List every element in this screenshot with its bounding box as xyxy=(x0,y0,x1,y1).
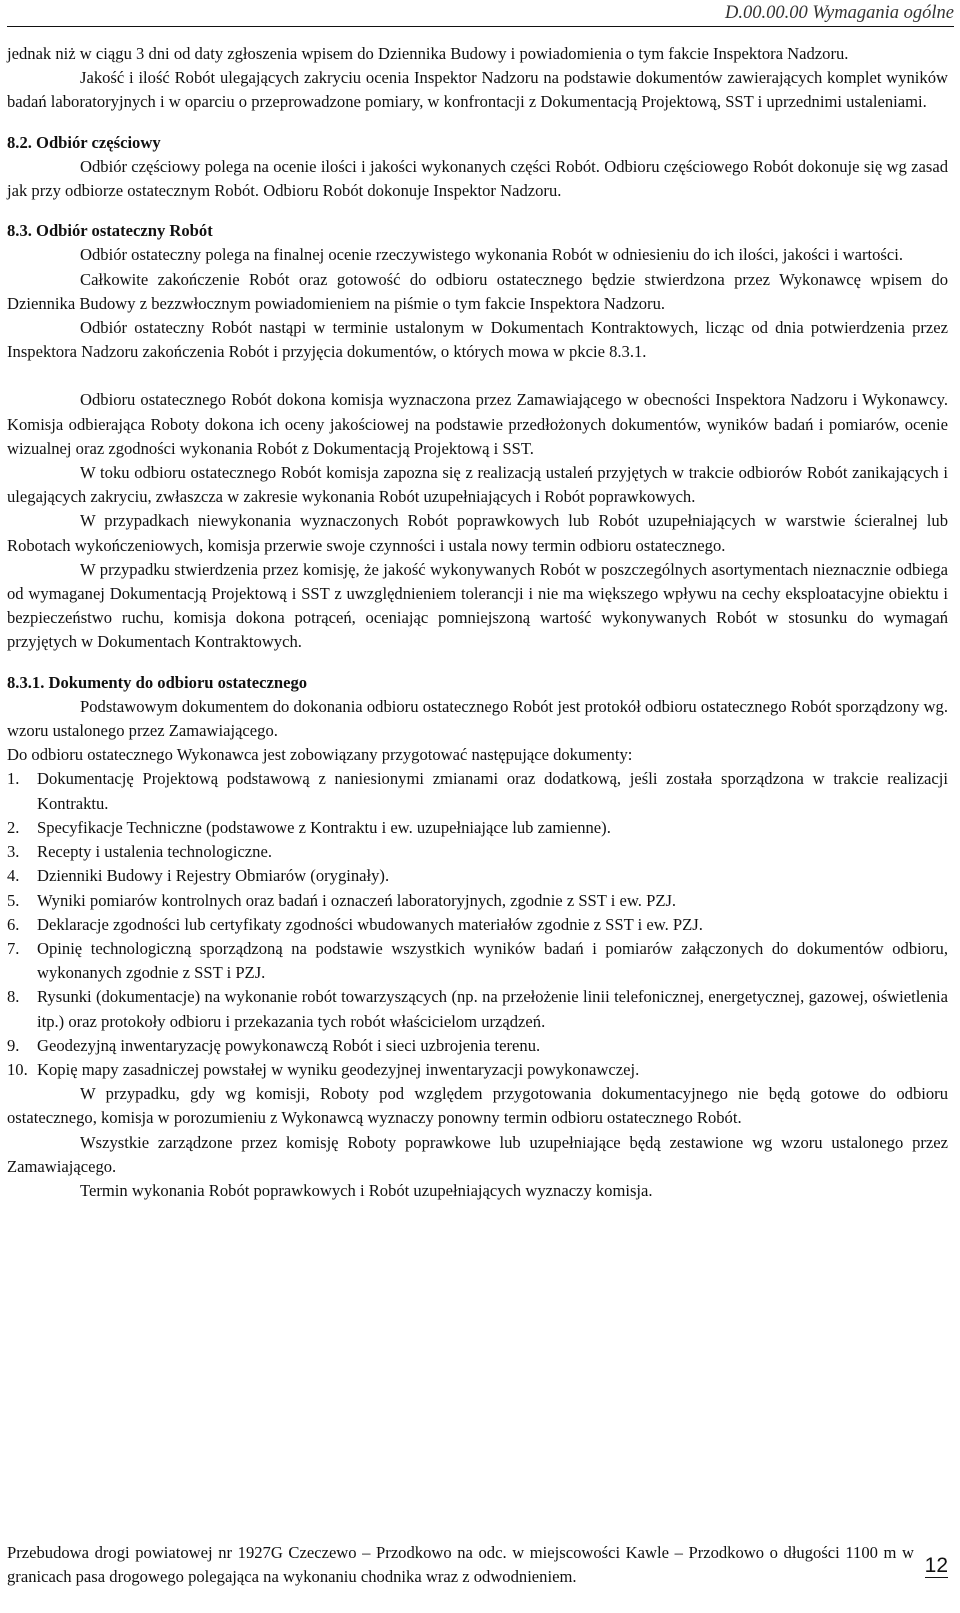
list-item-number: 1. xyxy=(7,769,20,789)
list-item xyxy=(7,816,948,840)
paragraph-8-3-5: W toku odbioru ostatecznego Robót komisja zapozna się z realizacją ustaleń przyjętych w trakcie odbiorów Robót zanikających i ulegających zakryciu, zwłaszcza w zakresie wykonania Robót uzupełniających i Robót poprawkowych. xyxy=(7,463,948,507)
paragraph-8-3-1-1: Podstawowym dokumentem do dokonania odbioru ostatecznego Robót jest protokół odbioru ostatecznego Robót sporządzony wg. wzoru ustalonego przez Zamawiającego. xyxy=(7,696,948,741)
paragraph-8-3-1-4: Wszystkie zarządzone przez komisję Roboty poprawkowe lub uzupełniające będą zestawione wg wzoru ustalonego przez Zamawiającego. xyxy=(7,1132,948,1176)
list-item-number: 9. xyxy=(7,1035,20,1055)
list-item-number: 10. xyxy=(7,1059,28,1079)
list-item-number: 4. xyxy=(7,866,20,886)
list-item xyxy=(7,767,948,815)
paragraph-8-3-3: Odbiór ostateczny Robót nastąpi w terminie ustalonym w Dokumentach Kontraktowych, licząc od dnia potwierdzenia przez Inspektora Nadzoru zakończenia Robót i przyjęcia dokumentów, o których mowa w pkcie 8.3.1. xyxy=(7,318,948,362)
list-item-number: 2. xyxy=(7,817,20,837)
list-item xyxy=(7,889,948,913)
list-item-number: 6. xyxy=(7,914,20,934)
list-item-number: 8. xyxy=(7,987,20,1007)
header-title: D.00.00.00 Wymagania ogólne xyxy=(724,3,954,23)
paragraph-8-3-1: Odbiór ostateczny polega na finalnej ocenie rzeczywistego wykonania Robót w odniesieniu do ich ilości, jakości i wartości. xyxy=(80,245,903,265)
list-item-text: Opinię technologiczną sporządzoną na podstawie wszystkich wyników badań i pomiarów załączonych do dokumentów odbioru, wykonanych zgodnie z SST i PZJ. xyxy=(37,938,948,983)
paragraph-8-3-2: Całkowite zakończenie Robót oraz gotowość do odbioru ostatecznego będzie stwierdzona przez Wykonawcę wpisem do Dziennika Budowy z bezzwłocznym powiadomieniem na piśmie o tym fakcie Inspektora Nadzoru. xyxy=(7,269,948,313)
list-item-number: 5. xyxy=(7,890,20,910)
paragraph-8-3-1-3: W przypadku, gdy wg komisji, Roboty pod względem przygotowania dokumentacyjnego nie będą gotowe do odbioru ostatecznego, komisja w porozumieniu z Wykonawcą wyznaczy ponowny termin odbioru ostatecznego Robót. xyxy=(7,1084,948,1128)
list-item xyxy=(7,937,948,985)
section-heading-8-3: 8.3. Odbiór ostateczny Robót xyxy=(7,221,213,241)
list-item xyxy=(7,913,948,937)
page-number: 12 xyxy=(924,1554,948,1577)
list-item-text: Dzienniki Budowy i Rejestry Obmiarów (oryginały). xyxy=(37,866,390,886)
list-item-text: Deklaracje zgodności lub certyfikaty zgodności wbudowanych materiałów zgodnie z SST i ew. PZJ. xyxy=(37,914,703,934)
paragraph-8-3-6: W przypadkach niewykonania wyznaczonych Robót poprawkowych lub Robót uzupełniających w warstwie ścieralnej lub Robotach wykończeniowych, komisja przerwie swoje czynności i ustala nowy termin odbioru ostatecznego. xyxy=(7,511,948,555)
list-item-text: Specyfikacje Techniczne (podstawowe z Kontraktu i ew. uzupełniające lub zamienne). xyxy=(37,817,611,837)
list-item-text: Recepty i ustalenia technologiczne. xyxy=(37,842,272,862)
document-body xyxy=(7,42,948,1203)
list-item-number: 3. xyxy=(7,842,20,862)
paragraph-8-3-1-2: Do odbioru ostatecznego Wykonawca jest zobowiązany przygotować następujące dokumenty: xyxy=(7,745,633,765)
paragraph-intro: jednak niż w ciągu 3 dni od daty zgłoszenia wpisem do Dziennika Budowy i powiadomienia o tym fakcie Inspektora Nadzoru. xyxy=(7,44,849,63)
page-header xyxy=(7,0,954,27)
list-item xyxy=(7,1058,948,1082)
footer-text: Przebudowa drogi powiatowej nr 1927G Czeczewo – Przodkowo na odc. w miejscowości Kawle – Przodkowo o długości 1100 m w granicach pasa drogowego polegająca na wykonaniu chodnika wraz z odwodnieniem. xyxy=(7,1543,914,1586)
list-item-text: Geodezyjną inwentaryzację powykonawczą Robót i sieci uzbrojenia terenu. xyxy=(37,1035,541,1055)
list-item xyxy=(7,985,948,1033)
list-item xyxy=(7,1034,948,1058)
page-footer xyxy=(7,1541,948,1589)
list-item-text: Kopię mapy zasadniczej powstałej w wyniku geodezyjnej inwentaryzacji powykonawczej. xyxy=(37,1059,640,1079)
paragraph-8-3-7: W przypadku stwierdzenia przez komisję, że jakość wykonywanych Robót w poszczególnych asortymentach nieznacznie odbiega od wymaganej Dokumentacją Projektową i SST z uwzględnieniem tolerancji i nie ma większego wpływu na cechy eksploatacyjne obiektu i bezpieczeństwo ruchu, komisja dokona potrąceń, oceniając pomniejszoną wartość wykonywanych Robót w stosunku do wymagań przyjętych w Dokumentach Kontraktowych. xyxy=(7,559,948,652)
section-heading-8-3-1: 8.3.1. Dokumenty do odbioru ostatecznego xyxy=(7,672,308,692)
paragraph-8-3-1-5: Termin wykonania Robót poprawkowych i Robót uzupełniających wyznaczy komisja. xyxy=(80,1180,653,1200)
paragraph-jakosc: Jakość i ilość Robót ulegających zakryciu ocenia Inspektor Nadzoru na podstawie dokumentów zawierających komplet wyników badań laboratoryjnych i w oparciu o przeprowadzone pomiary, w konfrontacji z Dokumentacją Projektową, SST i uprzednimi ustaleniami. xyxy=(7,68,948,112)
list-item-text: Rysunki (dokumentacje) na wykonanie robót towarzyszących (np. na przełożenie linii telefonicznej, energetycznej, gazowej, oświetlenia itp.) oraz protokoły odbioru i przekazania tych robót właścicielom urządzeń. xyxy=(37,987,948,1031)
paragraph-8-3-4: Odbioru ostatecznego Robót dokona komisja wyznaczona przez Zamawiającego w obecności Inspektora Nadzoru i Wykonawcy. Komisja odbierająca Roboty dokona ich oceny jakościowej na podstawie przedłożonych dokumentów, wyników badań i pomiarów, ocenie wizualnej oraz zgodności wykonania Robót z Dokumentacją Projektową i SST. xyxy=(7,390,948,458)
list-item-text: Wyniki pomiarów kontrolnych oraz badań i oznaczeń laboratoryjnych, zgodnie z SST i ew. PZJ. xyxy=(37,890,677,910)
paragraph-8-2-1: Odbiór częściowy polega na ocenie ilości i jakości wykonanych części Robót. Odbioru częściowego Robót dokonuje się wg zasad jak przy odbiorze ostatecznym Robót. Odbioru Robót dokonuje Inspektor Nadzoru. xyxy=(7,156,948,201)
section-heading-8-2: 8.2. Odbiór częściowy xyxy=(7,132,161,152)
documents-list xyxy=(7,767,948,1082)
list-item xyxy=(7,840,948,864)
list-item-text: Dokumentację Projektową podstawową z naniesionymi zmianami oraz dodatkową, jeśli została sporządzona w trakcie realizacji Kontraktu. xyxy=(37,769,948,813)
list-item xyxy=(7,864,948,888)
list-item-number: 7. xyxy=(7,938,20,958)
